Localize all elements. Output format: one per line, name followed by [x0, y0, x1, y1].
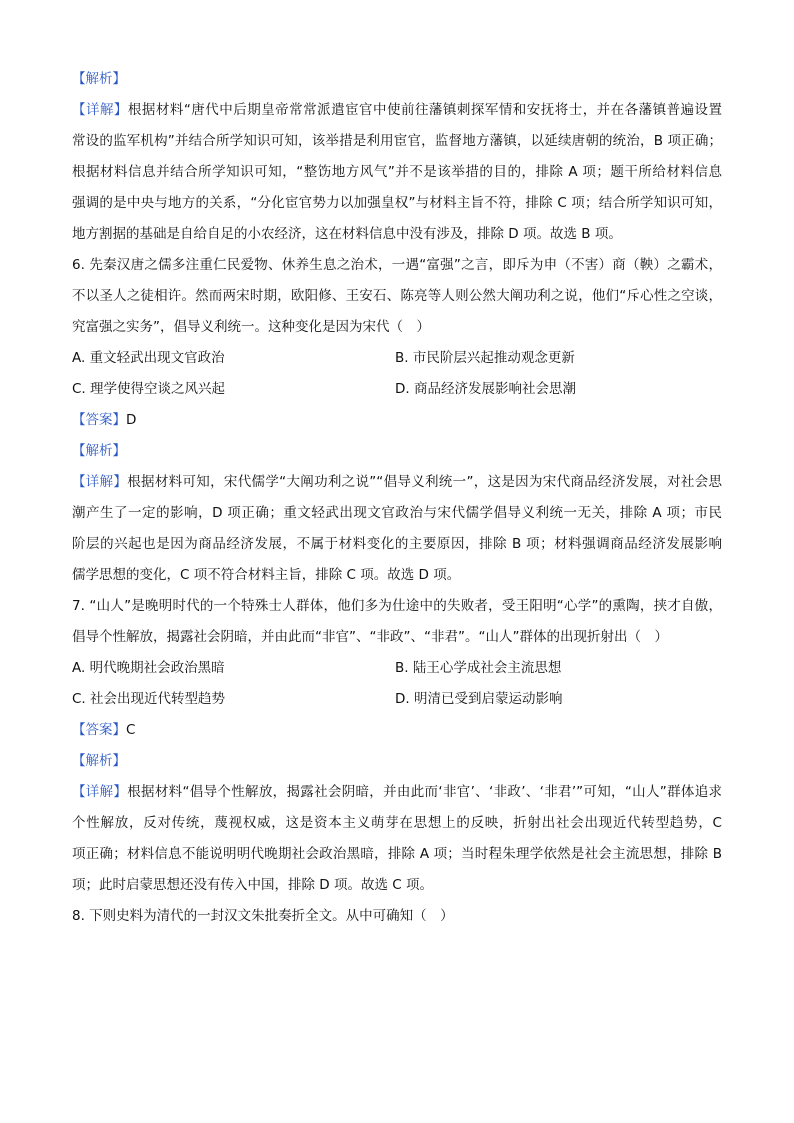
option-d: D. 商品经济发展影响社会思潮 — [395, 381, 576, 397]
question-stem-line: 8. 下则史料为清代的一封汉文朱批奏折全文。从中可确知（ ） — [72, 908, 454, 924]
detail-label: 【详解】 — [72, 784, 128, 800]
detail-line: 阶层的兴起也是因为商品经济发展，不属于材料变化的主要原因，排除 B 项；材料强调商品经济发展影响 — [72, 536, 722, 552]
question-stem-line: 究富强之实务”，倡导义利统一。这种变化是因为宋代（ ） — [72, 319, 430, 335]
analysis-label: 【解析】 — [72, 71, 126, 87]
analysis-heading — [72, 436, 722, 467]
options-row — [72, 374, 722, 405]
options-row — [72, 343, 722, 374]
answer-line — [72, 715, 722, 746]
detail-line: 地方割据的基础是自给自足的小农经济，这在材料信息中没有涉及，排除 D 项。故选 B 项。 — [72, 226, 622, 242]
option-a: A. 重文轻武出现文官政治 — [72, 350, 225, 366]
detail-line: 根据材料信息并结合所学知识可知，“整饬地方风气”并不是该举措的目的，排除 A 项；题干所给材料信息 — [72, 164, 722, 180]
option-a: A. 明代晚期社会政治黑暗 — [72, 660, 225, 676]
detail-line: 儒学思想的变化，C 项不符合材料主旨，排除 C 项。故选 D 项。 — [72, 567, 461, 583]
detail-line: 个性解放，反对传统，蔑视权威，这是资本主义萌芽在思想上的反映，折射出社会出现近代转型趋势，C — [72, 815, 722, 831]
detail-text: 根据材料可知，宋代儒学“大阐功利之说”“倡导义利统一”，这是因为宋代商品经济发展，对社会思 — [127, 474, 723, 490]
detail-text: 根据材料“唐代中后期皇帝常常派遣宦官中使前往藩镇刺探军情和安抚将士，并在各藩镇普遍设置 — [127, 102, 723, 118]
option-d: D. 明清已受到启蒙运动影响 — [395, 691, 563, 707]
option-c: C. 社会出现近代转型趋势 — [72, 691, 226, 707]
options-row — [72, 684, 722, 715]
detail-label: 【详解】 — [72, 474, 128, 490]
detail-line: 项；此时启蒙思想还没有传入中国，排除 D 项。故选 C 项。 — [72, 877, 433, 893]
question-stem-line: 不以圣人之徒相许。然而两宋时期，欧阳修、王安石、陈亮等人则公然大阐功利之说，他们“斥心性之空谈， — [72, 288, 722, 304]
option-b: B. 陆王心学成社会主流思想 — [395, 660, 562, 676]
analysis-label: 【解析】 — [72, 753, 126, 769]
question-stem-line: 7. “山人”是晚明时代的一个特殊士人群体，他们多为仕途中的失败者，受王阳明“心学”的熏陶，挟才自傲， — [72, 598, 722, 614]
detail-line — [72, 777, 722, 808]
detail-line — [72, 467, 722, 498]
answer-value: C — [126, 722, 136, 738]
analysis-heading — [72, 746, 722, 777]
question-stem-line: 6. 先秦汉唐之儒多注重仁民爱物、休养生息之治术，一遇“富强”之言，即斥为申（不害）商（鞅）之霸术， — [72, 257, 722, 273]
detail-line: 潮产生了一定的影响，D 项正确；重文轻武出现文官政治与宋代儒学倡导义利统一无关，排除 A 项；市民 — [72, 505, 722, 521]
detail-line: 强调的是中央与地方的关系，“分化宦官势力以加强皇权”与材料主旨不符，排除 C 项；结合所学知识可知， — [72, 195, 722, 211]
answer-value: D — [126, 412, 137, 428]
option-c: C. 理学使得空谈之风兴起 — [72, 381, 226, 397]
detail-line: 常设的监军机构”并结合所学知识可知，该举措是利用宦官，监督地方藩镇，以延续唐朝的统治，B 项正确； — [72, 133, 722, 149]
detail-text: 根据材料“倡导个性解放，揭露社会阴暗，并由此而‘非官’、‘非政’、‘非君’”可知，“山人”群体追求 — [127, 784, 723, 800]
document-body — [72, 64, 722, 932]
detail-line: 项正确；材料信息不能说明明代晚期社会政治黑暗，排除 A 项；当时程朱理学依然是社会主流思想，排除 B — [72, 846, 722, 862]
analysis-label: 【解析】 — [72, 443, 126, 459]
detail-label: 【详解】 — [72, 102, 128, 118]
answer-label: 【答案】 — [72, 412, 126, 428]
analysis-heading — [72, 64, 722, 95]
detail-line — [72, 95, 722, 126]
answer-line — [72, 405, 722, 436]
answer-label: 【答案】 — [72, 722, 126, 738]
option-b: B. 市民阶层兴起推动观念更新 — [395, 350, 575, 366]
options-row — [72, 653, 722, 684]
question-stem-line: 倡导个性解放，揭露社会阴暗，并由此而“非官”、“非政”、“非君”。“山人”群体的出现折射出（ ） — [72, 629, 668, 645]
